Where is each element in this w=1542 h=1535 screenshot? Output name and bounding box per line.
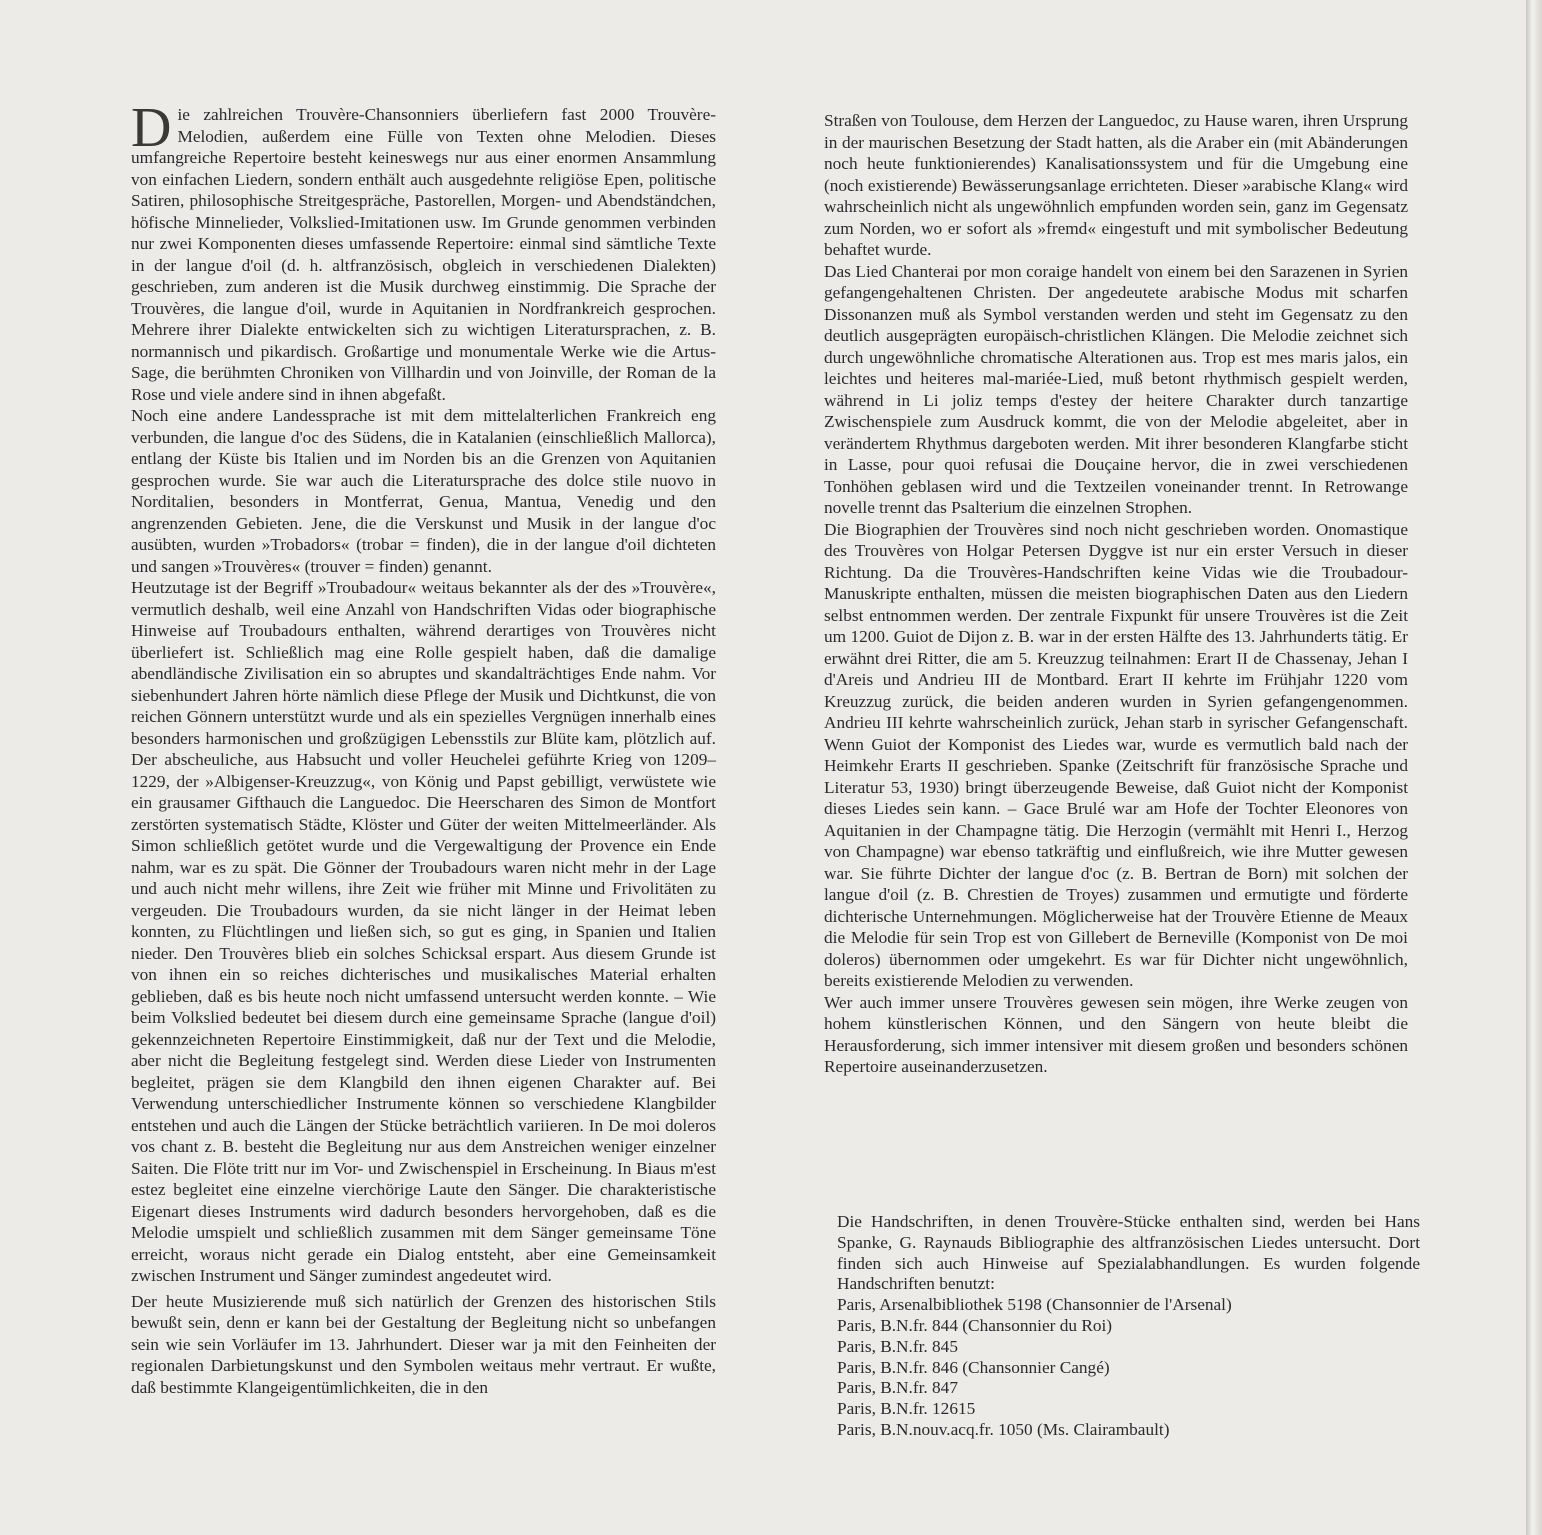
paragraph-langue-doc: Noch eine andere Landessprache ist mit dem mittelalterlichen Frankreich eng verbunden, die langue d'oc des Südens, die in Katalanien (einschließlich Mallorca), entlang der Küste bis Italien und im Norden bis an die Grenzen von Aquitanien gesprochen wurde. Sie war auch die Literatursprache des dolce stile nuovo in Norditalien, besonders in Montferrat, Genua, Mantua, Venedig und den angrenzenden Gebieten. Jene, die die Verskunst und Musik in der langue d'oc ausübten, wurden »Trobadors« (trobar = finden), die in der langue d'oil dichteten und sangen »Trouvères« (trouver = finden) genannt. <box>131 406 716 576</box>
paragraph-intro <box>131 97 716 405</box>
manuscript-list <box>837 1295 1420 1441</box>
drop-cap: D <box>131 97 172 159</box>
paragraph-songs: Das Lied Chanterai por mon coraige handelt von einem bei den Sarazenen in Syrien gefangengehaltenen Christen. Der angedeutete arabische Modus mit scharfen Dissonanzen muß als Symbol verstanden werden und steht im Gegensatz zu den deutlich ausgeprägten europäisch-christlichen Klängen. Die Melodie zeichnet sich durch ungewöhnliche chromatische Alterationen aus. Trop est mes maris jalos, ein leichtes und heiteres mal-mariée-Lied, muß betont rhythmisch gespielt werden, während in Li joliz temps d'estey der heitere Charakter durch tanzartige Zwischenspiele zum Ausdruck kommt, die von der Melodie abgeleitet, aber in verändertem Rhythmus dargeboten werden. Mit ihrer besonderen Klangfarbe sticht in Lasse, pour quoi refusai die Douçaine hervor, die in zwei verschiedenen Tonhöhen geblasen wird und die Textzeilen voneinander trennt. In Retrowange novelle trennt das Psalterium die einzelnen Strophen. <box>824 261 1408 517</box>
manuscript-item: Paris, B.N.fr. 12615 <box>837 1399 976 1419</box>
paragraph-toulouse: Straßen von Toulouse, dem Herzen der Languedoc, zu Hause waren, ihren Ursprung in der maurischen Besetzung der Stadt hatten, als die Araber ein (mit Abänderungen noch heute funktionierendes) Kanalisationssystem und für die Umgebung eine (noch existierende) Bewässerungsanlage errichteten. Dieser »arabische Klang« wird wahrscheinlich nicht als ungewöhnlich empfunden worden sein, ganz im Gegensatz zum Norden, wo er sofort als »fremd« eingestuft und mit symbolischer Bedeutung behaftet wurde. <box>824 111 1408 259</box>
paragraph-troubadour: Heutzutage ist der Begriff »Troubadour« weitaus bekannter als der des »Trouvère«, vermutlich deshalb, weil eine Anzahl von Handschriften Vidas oder biographische Hinweise auf Troubadours enthalten, während derartiges von Trouvères nicht überliefert ist. Schließlich mag eine Rolle gespielt haben, daß die damalige abendländische Zivilisation ein so abruptes und skandalträchtiges Ende nahm. Vor siebenhundert Jahren hörte nämlich diese Pflege der Musik und Dichtkunst, die von reichen Gönnern unterstützt wurde und als ein spezielles Vergnügen innerhalb eines besonders harmonischen und großzügigen Lebensstils zur Blüte kam, plötzlich auf. Der abscheuliche, aus Habsucht und voller Heuchelei geführte Krieg von 1209–1229, der »Albigenser-Kreuzzug«, von König und Papst gebilligt, verwüstete wie ein grausamer Gifthauch die Languedoc. Die Heerscharen des Simon de Montfort zerstörten systematisch Städte, Klöster und Güter der weiten Mittelmeerländer. Als Simon schließlich getötet wurde und die Vergewaltigung der Provence ein Ende nahm, war es zu spät. Die Gönner der Troubadours waren nicht mehr in der Lage und auch nicht mehr willens, ihre Zeit wie früher mit Minne und Frivolitäten zu vergeuden. Die Troubadours wurden, da sie nicht länger in der Heimat leben konnten, zu Flüchtlingen und ließen sich, so gut es ging, in Spanien und Italien nieder. Den Trouvères blieb ein solches Schicksal erspart. Aus diesem Grunde ist von ihnen ein so reiches dichterisches und musikalisches Material erhalten geblieben, daß es bis heute noch nicht umfassend untersucht werden konnte. – Wie beim Volkslied bedeutet bei diesem durch eine gemeinsame Sprache (langue d'oil) gekennzeichneten Repertoire Einstimmigkeit, daß nur der Text und die Melodie, aber nicht die Begleitung festgelegt sind. Werden diese Lieder von Instrumenten begleitet, prägen sie dem Klangbild den ihnen eigenen Charakter auf. Bei Verwendung unterschiedlicher Instrumente können so verschiedene Klangbilder entstehen und auch die Längen der Stücke beträchtlich variieren. In De moi doleros vos chant z. B. besteht die Begleitung nur aus dem Anstreichen weniger einzelner Saiten. Die Flöte tritt nur im Vor- und Zwischenspiel in Erscheinung. In Biaus m'est estez begleitet eine einzelne vierchörige Laute den Sänger. Die charakteristische Eigenart dieses Instruments wird dadurch besonders hervorgehoben, daß es die Melodie umspielt und schließlich zusammen mit dem Sänger gemeinsame Töne erreicht, woraus nicht gerade ein Dialog entsteht, aber eine Gemeinsamkeit zwischen Instrument und Sänger zumindest angedeutet wird. <box>131 578 716 1285</box>
manuscript-item: Paris, B.N.fr. 846 (Chansonnier Cangé) <box>837 1357 1110 1377</box>
manuscript-sources <box>837 1212 1420 1441</box>
manuscript-item: Paris, B.N.fr. 844 (Chansonnier du Roi) <box>837 1315 1113 1335</box>
right-text-column <box>824 110 1408 1078</box>
manuscript-item: Paris, B.N.nouv.acq.fr. 1050 (Ms. Clairambault) <box>837 1419 1170 1439</box>
sources-intro: Die Handschriften, in denen Trouvère-Stücke enthalten sind, werden bei Hans Spanke, G. Raynauds Bibliographie des altfranzösischen Liedes untersucht. Dort finden sich auch Hinweise auf Spezialabhandlungen. Es wurden folgende Handschriften benutzt: <box>837 1212 1420 1294</box>
paragraph-biographies: Die Biographien der Trouvères sind noch nicht geschrieben worden. Onomastique des Trouvères von Holgar Petersen Dyggve ist nur ein erster Versuch in dieser Richtung. Da die Trouvères-Handschriften keine Vidas wie die Troubadour-Manuskripte enthalten, müssen die meisten biographischen Daten aus den Liedern selbst entnommen werden. Der zentrale Fixpunkt für unsere Trouvères ist die Zeit um 1200. Guiot de Dijon z. B. war in der ersten Hälfte des 13. Jahrhunderts tätig. Er erwähnt drei Ritter, die am 5. Kreuzzug teilnahmen: Erart II de Chassenay, Jehan I d'Areis und Andrieu III de Montbard. Erart II kehrte im Frühjahr 1220 vom Kreuzzug zurück, die beiden anderen wurden in Syrien gefangengenommen. Andrieu III kehrte wahrscheinlich zurück, Jehan starb in syrischer Gefangenschaft. Wenn Guiot der Komponist des Liedes war, wurde es vermutlich bald nach der Heimkehr Erarts II geschrieben. Spanke (Zeitschrift für französische Sprache und Literatur 53, 1930) bringt überzeugende Beweise, daß Guiot nicht der Komponist dieses Liedes sein kann. – Gace Brulé war am Hofe der Tochter Eleonores von Aquitanien in der Champagne tätig. Die Herzogin (vermählt mit Henri I., Herzog von Champagne) war ebenso tatkräftig und einflußreich, wie ihre Mutter gewesen war. Sie führte Dichter der langue d'oc (z. B. Bertran de Born) mit solchen der langue d'oil (z. B. Chrestien de Troyes) zusammen und ermutigte und förderte dichterische Unternehmungen. Möglicherweise hat der Trouvère Etienne de Meaux die Melodie für sein Trop est von Gillebert de Berneville (Komponist von De moi doleros) übernommen oder umgekehrt. Es war für Dichter nicht ungewöhnlich, bereits existierende Melodien zu verwenden. <box>824 519 1408 990</box>
paragraph-intro-text: ie zahlreichen Trouvère-Chansonniers überliefern fast 2000 Trouvère-Melodien, außerdem eine Fülle von Texten ohne Melodien. Dieses umfangreiche Repertoire besteht keineswegs nur aus einer enormen Ansammlung von einfachen Liedern, sondern enthält auch ausgedehnte religiöse Epen, politische Satiren, philosophische Streitgespräche, Pastorellen, Morgen- und Abendständchen, höfische Minnelieder, Volkslied-Imitationen usw. Im Grunde genommen verbinden nur zwei Komponenten dieses umfassende Repertoire: einmal sind sämtliche Texte in der langue d'oil (d. h. altfranzösisch, obgleich in verschiedenen Dialekten) geschrieben, zum anderen ist die Musik durchweg einstimmig. Die Sprache der Trouvères, die langue d'oil, wurde in Aquitanien in Nordfrankreich gesprochen. Mehrere ihrer Dialekte entwickelten sich zu wichtigen Literatursprachen, z. B. normannisch und pikardisch. Großartige und monumentale Werke wie die Artus-Sage, die berühmten Chroniken von Villhardin und von Joinville, der Roman de la Rose und viele andere sind in ihnen abgefaßt. <box>131 105 716 404</box>
paragraph-musician: Der heute Musizierende muß sich natürlich der Grenzen des historischen Stils bewußt sein, denn er kann bei der Gestaltung der Begleitung nicht so unbefangen sein wie sein Vorläufer im 13. Jahrhundert. Dieser war ja mit den Feinheiten der regionalen Darbietungskunst und den Symbolen weitaus mehr vertraut. Er wußte, daß bestimmte Klangeigentümlichkeiten, die in den <box>131 1291 716 1397</box>
paragraph-closing: Wer auch immer unsere Trouvères gewesen sein mögen, ihre Werke zeugen von hohem künstlerischen Können, und den Sängern von heute bleibt die Herausforderung, sich immer intensiver mit diesem großen und besonders schönen Repertoire auseinanderzusetzen. <box>824 992 1408 1076</box>
manuscript-item: Paris, B.N.fr. 847 <box>837 1378 958 1398</box>
left-text-column <box>131 97 716 1398</box>
sleeve-edge <box>1526 0 1542 1535</box>
manuscript-item: Paris, B.N.fr. 845 <box>837 1336 958 1356</box>
manuscript-item: Paris, Arsenalbibliothek 5198 (Chansonnier de l'Arsenal) <box>837 1295 1232 1315</box>
